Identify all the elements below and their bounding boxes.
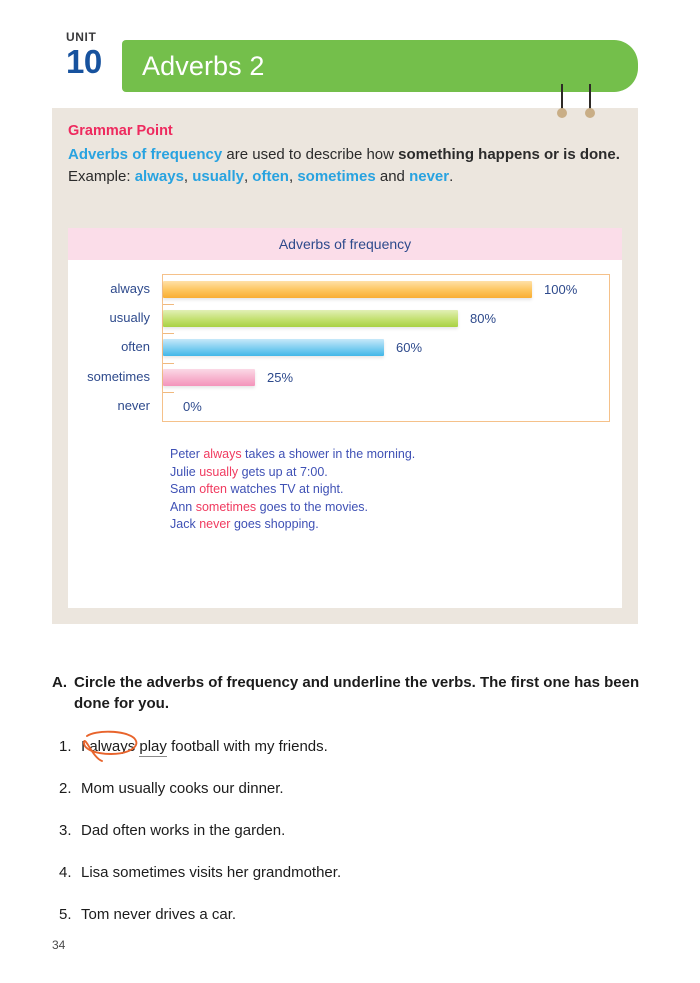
grammar-point-heading: Grammar Point [68,123,173,139]
chart-bar-row [163,333,609,362]
example-sentence [170,464,415,482]
axis-label: sometimes [87,368,150,384]
chart-bar-row [163,363,609,392]
bar-usually [163,310,458,327]
grammar-example-usually: usually [192,168,244,185]
example-adverb: often [199,482,227,496]
example-subject: Sam [170,482,200,496]
example-rest: goes shopping. [230,517,319,531]
grammar-example-often: often [252,168,289,185]
example-rest: watches TV at night. [227,482,344,496]
exercise-item[interactable] [52,820,662,841]
item-adverb: always [89,738,136,755]
exercise-item[interactable] [52,904,662,925]
item-text: Dad often works in the garden. [81,822,286,839]
chart-category-axis [68,274,156,422]
example-sentence [170,446,415,464]
example-subject: Ann [170,499,196,514]
grammar-term: Adverbs of frequency [68,146,223,163]
item-text: Tom never drives a car. [81,906,237,923]
example-sentence [170,499,415,517]
bar-value-label: 80% [470,311,497,327]
bar-value-label: 25% [267,369,294,385]
item-text [81,736,328,757]
item-text: Lisa sometimes visits her grandmother. [81,864,342,881]
grammar-panel [52,108,638,624]
exercise-item[interactable] [52,736,662,757]
chart-bar-row [163,304,609,333]
exercise-items [52,736,662,925]
unit-number: 10 [66,43,102,80]
grammar-example-sometimes: sometimes [297,168,376,185]
exercise-section [52,672,662,946]
unit-label: UNIT [66,30,97,44]
exercise-heading [52,672,662,714]
pin-icon [585,84,595,118]
example-adverb: usually [199,464,239,479]
grammar-text-3: and [379,168,410,185]
chart-bar-row [163,392,609,421]
item-verb: play [139,738,167,755]
grammar-bold-2: happens or is done. [478,146,620,163]
unit-badge [66,30,122,92]
binding-pins [553,84,613,118]
example-sentences [170,446,415,534]
axis-label: never [117,397,150,413]
item-number: 3. [59,822,72,839]
bar-value-label: 0% [183,398,202,414]
example-adverb: never [199,517,231,531]
chart-bars [163,275,609,421]
example-sentence [170,481,415,499]
item-number: 2. [59,780,72,797]
grammar-text-1: are used to describe how [222,146,399,163]
chart-title: Adverbs of frequency [278,236,412,252]
axis-label: usually [109,310,150,326]
bar-value-label: 100% [544,282,578,298]
chart-bar-row [163,275,609,304]
bar-never [163,398,171,415]
exercise-instruction: Circle the adverbs of frequency and underline the verbs. The first one has been done for you. [74,674,640,712]
item-text: Mom usually cooks our dinner. [81,780,284,797]
example-rest: takes a shower in the morning. [241,447,416,461]
bar-often [163,339,384,356]
example-subject: Jack [170,517,200,531]
grammar-text-2: Example: [68,168,135,185]
item-number: 5. [59,906,72,923]
chart-card [68,228,622,608]
chart-plot-area [162,274,610,422]
item-post: football with my friends. [166,738,328,755]
example-subject: Julie [170,464,200,479]
example-adverb: sometimes [195,499,257,514]
grammar-period: . [449,168,454,185]
grammar-example-always: always [134,168,184,185]
bar-value-label: 60% [396,340,423,356]
item-pre: I [81,738,90,755]
unit-header [0,30,700,92]
chart-title-band [68,228,622,260]
exercise-item[interactable] [52,778,662,799]
grammar-bold-1: something [398,146,474,163]
axis-label: always [110,281,150,297]
bar-always [163,281,532,298]
exercise-item[interactable] [52,862,662,883]
unit-title: Adverbs 2 [142,50,265,81]
item-number: 1. [59,738,72,755]
example-sentence [170,516,415,534]
example-rest: gets up at 7:00. [238,464,328,479]
example-rest: goes to the movies. [256,499,369,514]
example-subject: Peter [170,447,204,461]
grammar-example-never: never [409,168,450,185]
grammar-point-body: Adverbs of frequency are used to describe how something happens or is done. Example: always, usually, often, sometimes and never. [68,146,620,185]
page-number: 34 [52,938,66,952]
pin-icon [557,84,567,118]
axis-label: often [121,339,150,355]
example-adverb: always [203,447,242,461]
item-number: 4. [59,864,72,881]
bar-sometimes [163,369,255,386]
exercise-letter: A. [52,674,67,691]
